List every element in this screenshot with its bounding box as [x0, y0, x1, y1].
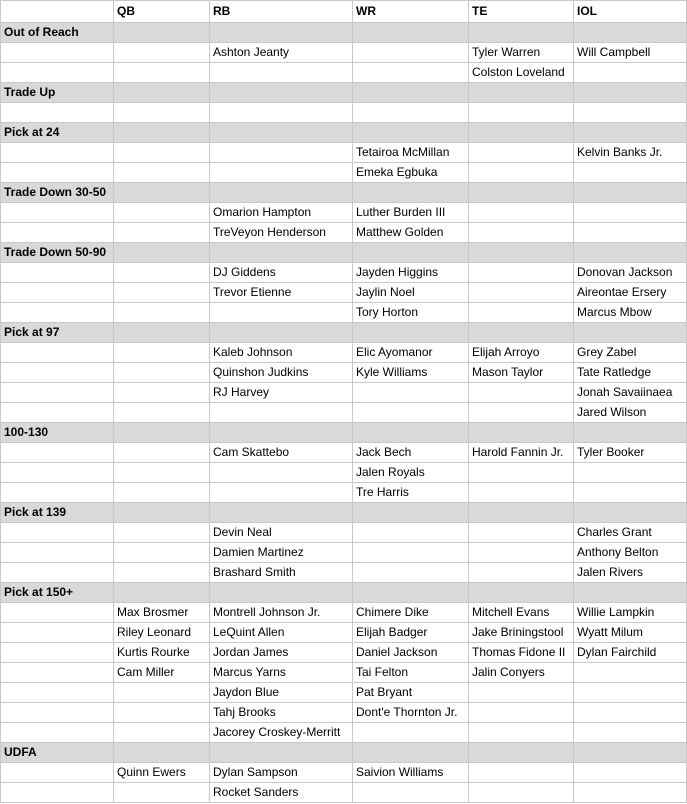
table-row [1, 703, 687, 723]
player-cell-iol[interactable] [574, 63, 687, 83]
player-cell-qb[interactable] [114, 263, 210, 283]
section-cell[interactable] [469, 743, 574, 763]
section-cell[interactable] [210, 123, 353, 143]
player-cell-wr[interactable]: Tetairoa McMillan [353, 143, 469, 163]
player-cell-te[interactable] [469, 703, 574, 723]
table-row [1, 403, 687, 423]
player-cell-qb[interactable] [114, 703, 210, 723]
section-cell[interactable] [114, 123, 210, 143]
table-row [1, 43, 687, 63]
player-cell-qb[interactable] [114, 723, 210, 743]
section-label[interactable]: Pick at 24 [1, 123, 114, 143]
row-label-cell[interactable] [1, 783, 114, 803]
section-cell[interactable] [353, 423, 469, 443]
row-label-cell[interactable] [1, 383, 114, 403]
row-label-cell[interactable] [1, 683, 114, 703]
player-cell-rb[interactable]: Brashard Smith [210, 563, 353, 583]
section-cell[interactable] [574, 423, 687, 443]
section-header-row [1, 503, 687, 523]
section-cell[interactable] [114, 183, 210, 203]
player-cell-iol[interactable] [574, 103, 687, 123]
section-cell[interactable] [574, 243, 687, 263]
row-label-cell[interactable] [1, 63, 114, 83]
row-label-cell[interactable] [1, 723, 114, 743]
player-cell-wr[interactable] [353, 403, 469, 423]
section-label[interactable]: Pick at 150+ [1, 583, 114, 603]
section-cell[interactable] [574, 123, 687, 143]
player-cell-iol[interactable] [574, 203, 687, 223]
player-cell-wr[interactable]: Jaylin Noel [353, 283, 469, 303]
player-cell-rb[interactable]: Trevor Etienne [210, 283, 353, 303]
section-header-row [1, 23, 687, 43]
section-header-row [1, 83, 687, 103]
player-cell-qb[interactable] [114, 443, 210, 463]
player-cell-rb[interactable]: Ashton Jeanty [210, 43, 353, 63]
player-cell-iol[interactable] [574, 783, 687, 803]
table-row [1, 783, 687, 803]
player-cell-wr[interactable] [353, 723, 469, 743]
player-cell-iol[interactable] [574, 163, 687, 183]
player-cell-te[interactable] [469, 723, 574, 743]
player-cell-rb[interactable]: DJ Giddens [210, 263, 353, 283]
draft-board-body [1, 1, 687, 803]
player-cell-qb[interactable]: Riley Leonard [114, 623, 210, 643]
player-cell-rb[interactable] [210, 403, 353, 423]
section-cell[interactable] [469, 243, 574, 263]
table-row [1, 543, 687, 563]
section-cell[interactable] [574, 743, 687, 763]
player-cell-iol[interactable] [574, 463, 687, 483]
player-cell-qb[interactable]: Cam Miller [114, 663, 210, 683]
section-label[interactable]: Pick at 139 [1, 503, 114, 523]
row-label-cell[interactable] [1, 263, 114, 283]
player-cell-te[interactable]: Jalin Conyers [469, 663, 574, 683]
section-cell[interactable] [574, 23, 687, 43]
player-cell-te[interactable]: Elijah Arroyo [469, 343, 574, 363]
section-label[interactable]: Trade Up [1, 83, 114, 103]
table-row [1, 303, 687, 323]
section-cell[interactable] [353, 583, 469, 603]
section-header-row [1, 323, 687, 343]
player-cell-te[interactable] [469, 763, 574, 783]
player-cell-rb[interactable]: Tahj Brooks [210, 703, 353, 723]
player-cell-qb[interactable]: Quinn Ewers [114, 763, 210, 783]
row-label-cell[interactable] [1, 223, 114, 243]
player-cell-wr[interactable] [353, 103, 469, 123]
section-label[interactable]: Pick at 97 [1, 323, 114, 343]
section-header-row [1, 423, 687, 443]
player-cell-rb[interactable]: Marcus Yarns [210, 663, 353, 683]
row-label-cell[interactable] [1, 103, 114, 123]
table-row [1, 563, 687, 583]
column-header-row [1, 1, 687, 23]
player-cell-rb[interactable] [210, 303, 353, 323]
table-row [1, 283, 687, 303]
table-row [1, 203, 687, 223]
player-cell-rb[interactable] [210, 463, 353, 483]
player-cell-rb[interactable] [210, 483, 353, 503]
player-cell-wr[interactable]: Jack Bech [353, 443, 469, 463]
player-cell-rb[interactable] [210, 103, 353, 123]
player-cell-rb[interactable]: Kaleb Johnson [210, 343, 353, 363]
row-label-cell[interactable] [1, 443, 114, 463]
section-cell[interactable] [114, 243, 210, 263]
player-cell-rb[interactable] [210, 63, 353, 83]
player-cell-qb[interactable] [114, 163, 210, 183]
table-row [1, 463, 687, 483]
section-cell[interactable] [469, 423, 574, 443]
row-label-cell[interactable] [1, 403, 114, 423]
player-cell-wr[interactable]: Jayden Higgins [353, 263, 469, 283]
player-cell-rb[interactable]: Dylan Sampson [210, 763, 353, 783]
player-cell-te[interactable] [469, 303, 574, 323]
section-cell[interactable] [353, 743, 469, 763]
player-cell-te[interactable] [469, 483, 574, 503]
player-cell-iol[interactable]: Charles Grant [574, 523, 687, 543]
player-cell-rb[interactable]: LeQuint Allen [210, 623, 353, 643]
row-label-cell[interactable] [1, 763, 114, 783]
section-cell[interactable] [574, 83, 687, 103]
player-cell-te[interactable]: Harold Fannin Jr. [469, 443, 574, 463]
player-cell-qb[interactable] [114, 463, 210, 483]
player-cell-te[interactable] [469, 543, 574, 563]
player-cell-rb[interactable] [210, 143, 353, 163]
player-cell-te[interactable]: Tyler Warren [469, 43, 574, 63]
player-cell-wr[interactable]: Jalen Royals [353, 463, 469, 483]
column-header-te[interactable]: TE [469, 1, 574, 23]
player-cell-wr[interactable]: Emeka Egbuka [353, 163, 469, 183]
row-label-cell[interactable] [1, 483, 114, 503]
section-cell[interactable] [114, 583, 210, 603]
player-cell-iol[interactable] [574, 723, 687, 743]
player-cell-rb[interactable]: Jordan James [210, 643, 353, 663]
player-cell-te[interactable] [469, 523, 574, 543]
table-row [1, 363, 687, 383]
table-row [1, 763, 687, 783]
section-cell[interactable] [574, 183, 687, 203]
table-row [1, 103, 687, 123]
player-cell-qb[interactable] [114, 63, 210, 83]
row-label-cell[interactable] [1, 343, 114, 363]
row-label-cell[interactable] [1, 663, 114, 683]
player-cell-iol[interactable] [574, 763, 687, 783]
section-cell[interactable] [469, 583, 574, 603]
row-label-cell[interactable] [1, 463, 114, 483]
section-header-row [1, 583, 687, 603]
player-cell-iol[interactable]: Jalen Rivers [574, 563, 687, 583]
player-cell-iol[interactable]: Will Campbell [574, 43, 687, 63]
player-cell-te[interactable] [469, 403, 574, 423]
player-cell-te[interactable]: Mason Taylor [469, 363, 574, 383]
player-cell-wr[interactable]: Dont'e Thornton Jr. [353, 703, 469, 723]
row-label-cell[interactable] [1, 203, 114, 223]
row-label-cell[interactable] [1, 603, 114, 623]
player-cell-rb[interactable]: TreVeyon Henderson [210, 223, 353, 243]
table-row [1, 643, 687, 663]
section-cell[interactable] [353, 503, 469, 523]
player-cell-te[interactable] [469, 223, 574, 243]
row-label-cell[interactable] [1, 543, 114, 563]
player-cell-iol[interactable]: Tyler Booker [574, 443, 687, 463]
player-cell-te[interactable] [469, 563, 574, 583]
player-cell-qb[interactable] [114, 203, 210, 223]
player-cell-wr[interactable]: Tre Harris [353, 483, 469, 503]
section-cell[interactable] [469, 323, 574, 343]
table-row [1, 623, 687, 643]
player-cell-wr[interactable]: Elic Ayomanor [353, 343, 469, 363]
table-row [1, 443, 687, 463]
section-cell[interactable] [114, 323, 210, 343]
table-row [1, 663, 687, 683]
table-row [1, 483, 687, 503]
row-label-cell[interactable] [1, 643, 114, 663]
player-cell-wr[interactable]: Luther Burden III [353, 203, 469, 223]
column-header-wr[interactable]: WR [353, 1, 469, 23]
column-header-qb[interactable]: QB [114, 1, 210, 23]
player-cell-wr[interactable]: Matthew Golden [353, 223, 469, 243]
table-row [1, 63, 687, 83]
row-label-cell[interactable] [1, 283, 114, 303]
player-cell-qb[interactable] [114, 363, 210, 383]
section-cell[interactable] [469, 183, 574, 203]
row-label-cell[interactable] [1, 303, 114, 323]
player-cell-iol[interactable] [574, 683, 687, 703]
section-cell[interactable] [114, 743, 210, 763]
section-cell[interactable] [114, 23, 210, 43]
player-cell-wr[interactable] [353, 383, 469, 403]
player-cell-te[interactable] [469, 143, 574, 163]
section-cell[interactable] [353, 183, 469, 203]
player-cell-wr[interactable] [353, 563, 469, 583]
player-cell-te[interactable]: Jake Briningstool [469, 623, 574, 643]
player-cell-rb[interactable]: RJ Harvey [210, 383, 353, 403]
player-cell-wr[interactable] [353, 543, 469, 563]
player-cell-qb[interactable] [114, 563, 210, 583]
player-cell-iol[interactable]: Jonah Savaiinaea [574, 383, 687, 403]
player-cell-wr[interactable]: Tai Felton [353, 663, 469, 683]
section-label[interactable]: UDFA [1, 743, 114, 763]
player-cell-te[interactable] [469, 783, 574, 803]
player-cell-te[interactable] [469, 683, 574, 703]
row-label-cell[interactable] [1, 523, 114, 543]
row-label-cell[interactable] [1, 563, 114, 583]
player-cell-rb[interactable]: Devin Neal [210, 523, 353, 543]
table-row [1, 523, 687, 543]
row-label-cell[interactable] [1, 163, 114, 183]
player-cell-wr[interactable]: Daniel Jackson [353, 643, 469, 663]
player-cell-iol[interactable]: Donovan Jackson [574, 263, 687, 283]
player-cell-rb[interactable]: Damien Martinez [210, 543, 353, 563]
section-cell[interactable] [210, 503, 353, 523]
player-cell-iol[interactable] [574, 483, 687, 503]
player-cell-rb[interactable] [210, 163, 353, 183]
player-cell-iol[interactable] [574, 663, 687, 683]
player-cell-rb[interactable]: Omarion Hampton [210, 203, 353, 223]
player-cell-wr[interactable] [353, 63, 469, 83]
player-cell-rb[interactable]: Jaydon Blue [210, 683, 353, 703]
table-row [1, 343, 687, 363]
player-cell-qb[interactable] [114, 383, 210, 403]
player-cell-te[interactable] [469, 383, 574, 403]
section-cell[interactable] [210, 583, 353, 603]
player-cell-qb[interactable]: Kurtis Rourke [114, 643, 210, 663]
section-cell[interactable] [210, 83, 353, 103]
player-cell-iol[interactable]: Kelvin Banks Jr. [574, 143, 687, 163]
player-cell-iol[interactable]: Willie Lampkin [574, 603, 687, 623]
player-cell-wr[interactable]: Saivion Williams [353, 763, 469, 783]
player-cell-te[interactable] [469, 203, 574, 223]
player-cell-qb[interactable] [114, 523, 210, 543]
section-cell[interactable] [210, 23, 353, 43]
section-cell[interactable] [469, 123, 574, 143]
player-cell-qb[interactable]: Max Brosmer [114, 603, 210, 623]
player-cell-wr[interactable] [353, 783, 469, 803]
section-cell[interactable] [114, 423, 210, 443]
column-header-iol[interactable]: IOL [574, 1, 687, 23]
player-cell-iol[interactable] [574, 223, 687, 243]
section-cell[interactable] [469, 503, 574, 523]
player-cell-wr[interactable]: Elijah Badger [353, 623, 469, 643]
table-row [1, 723, 687, 743]
section-cell[interactable] [574, 323, 687, 343]
column-header-rb[interactable]: RB [210, 1, 353, 23]
section-cell[interactable] [114, 503, 210, 523]
section-label[interactable]: Trade Down 50-90 [1, 243, 114, 263]
section-header-row [1, 123, 687, 143]
row-label-cell[interactable] [1, 363, 114, 383]
player-cell-te[interactable]: Thomas Fidone II [469, 643, 574, 663]
player-cell-iol[interactable]: Dylan Fairchild [574, 643, 687, 663]
player-cell-qb[interactable] [114, 783, 210, 803]
player-cell-iol[interactable]: Marcus Mbow [574, 303, 687, 323]
table-row [1, 603, 687, 623]
section-cell[interactable] [353, 83, 469, 103]
player-cell-qb[interactable] [114, 483, 210, 503]
section-cell[interactable] [210, 243, 353, 263]
section-header-row [1, 183, 687, 203]
row-label-cell[interactable] [1, 43, 114, 63]
section-cell[interactable] [353, 323, 469, 343]
player-cell-rb[interactable]: Montrell Johnson Jr. [210, 603, 353, 623]
player-cell-te[interactable] [469, 103, 574, 123]
row-label-cell[interactable] [1, 143, 114, 163]
player-cell-iol[interactable]: Anthony Belton [574, 543, 687, 563]
section-label[interactable]: Trade Down 30-50 [1, 183, 114, 203]
player-cell-wr[interactable]: Pat Bryant [353, 683, 469, 703]
player-cell-te[interactable]: Colston Loveland [469, 63, 574, 83]
player-cell-wr[interactable]: Tory Horton [353, 303, 469, 323]
player-cell-rb[interactable]: Cam Skattebo [210, 443, 353, 463]
player-cell-iol[interactable]: Wyatt Milum [574, 623, 687, 643]
player-cell-iol[interactable]: Grey Zabel [574, 343, 687, 363]
player-cell-iol[interactable]: Jared Wilson [574, 403, 687, 423]
corner-cell[interactable] [1, 1, 114, 23]
player-cell-wr[interactable] [353, 43, 469, 63]
table-row [1, 223, 687, 243]
player-cell-qb[interactable] [114, 283, 210, 303]
section-cell[interactable] [353, 123, 469, 143]
section-cell[interactable] [574, 503, 687, 523]
player-cell-wr[interactable]: Chimere Dike [353, 603, 469, 623]
section-cell[interactable] [114, 83, 210, 103]
section-header-row [1, 743, 687, 763]
player-cell-te[interactable]: Mitchell Evans [469, 603, 574, 623]
player-cell-wr[interactable]: Kyle Williams [353, 363, 469, 383]
section-cell[interactable] [574, 583, 687, 603]
section-header-row [1, 243, 687, 263]
player-cell-te[interactable] [469, 283, 574, 303]
player-cell-iol[interactable]: Aireontae Ersery [574, 283, 687, 303]
player-cell-rb[interactable]: Rocket Sanders [210, 783, 353, 803]
table-row [1, 383, 687, 403]
player-cell-te[interactable] [469, 163, 574, 183]
section-label[interactable]: Out of Reach [1, 23, 114, 43]
section-cell[interactable] [353, 243, 469, 263]
player-cell-qb[interactable] [114, 543, 210, 563]
player-cell-qb[interactable] [114, 403, 210, 423]
section-cell[interactable] [210, 743, 353, 763]
section-cell[interactable] [210, 183, 353, 203]
section-cell[interactable] [469, 23, 574, 43]
player-cell-qb[interactable] [114, 143, 210, 163]
player-cell-rb[interactable]: Jacorey Croskey-Merritt [210, 723, 353, 743]
section-cell[interactable] [210, 423, 353, 443]
player-cell-iol[interactable] [574, 703, 687, 723]
table-row [1, 263, 687, 283]
player-cell-qb[interactable] [114, 103, 210, 123]
row-label-cell[interactable] [1, 623, 114, 643]
table-row [1, 143, 687, 163]
player-cell-te[interactable] [469, 463, 574, 483]
table-row [1, 163, 687, 183]
table-row [1, 683, 687, 703]
section-cell[interactable] [353, 23, 469, 43]
player-cell-qb[interactable] [114, 683, 210, 703]
player-cell-rb[interactable]: Quinshon Judkins [210, 363, 353, 383]
player-cell-te[interactable] [469, 263, 574, 283]
section-cell[interactable] [210, 323, 353, 343]
section-label[interactable]: 100-130 [1, 423, 114, 443]
player-cell-qb[interactable] [114, 303, 210, 323]
player-cell-qb[interactable] [114, 343, 210, 363]
player-cell-qb[interactable] [114, 223, 210, 243]
player-cell-wr[interactable] [353, 523, 469, 543]
row-label-cell[interactable] [1, 703, 114, 723]
player-cell-qb[interactable] [114, 43, 210, 63]
section-cell[interactable] [469, 83, 574, 103]
player-cell-iol[interactable]: Tate Ratledge [574, 363, 687, 383]
